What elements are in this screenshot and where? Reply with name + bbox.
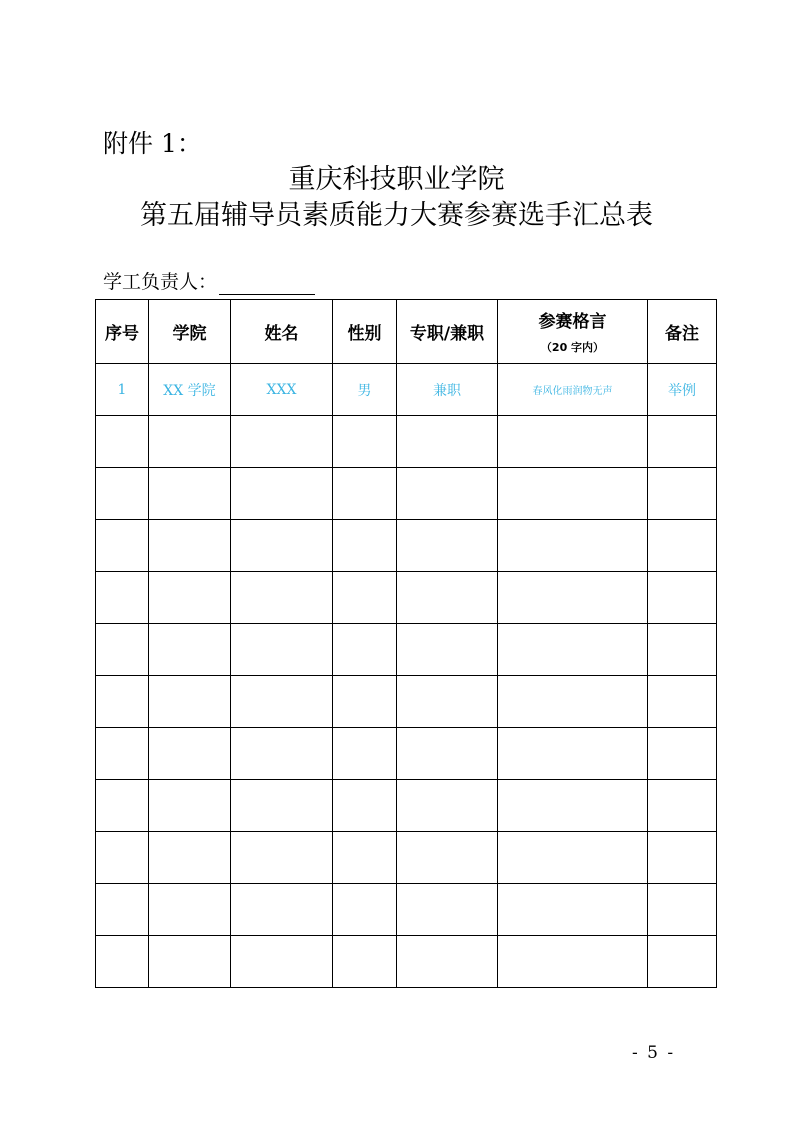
cell-motto[interactable] bbox=[498, 728, 648, 780]
cell-college[interactable] bbox=[149, 416, 231, 468]
table-row bbox=[96, 468, 717, 520]
table-row bbox=[96, 884, 717, 936]
cell-position[interactable] bbox=[397, 520, 498, 572]
cell-college[interactable] bbox=[149, 520, 231, 572]
cell-index[interactable] bbox=[96, 832, 149, 884]
contestant-summary-table bbox=[95, 299, 717, 988]
cell-index[interactable] bbox=[96, 780, 149, 832]
header-gender: 性别 bbox=[333, 300, 397, 364]
cell-gender[interactable]: 男 bbox=[333, 364, 397, 416]
cell-name[interactable] bbox=[231, 624, 333, 676]
header-row bbox=[96, 300, 717, 364]
cell-gender[interactable] bbox=[333, 468, 397, 520]
responsible-blank bbox=[219, 274, 315, 295]
cell-index[interactable] bbox=[96, 624, 149, 676]
cell-college[interactable] bbox=[149, 832, 231, 884]
cell-remark[interactable] bbox=[648, 832, 717, 884]
cell-remark[interactable] bbox=[648, 936, 717, 988]
title-line-2: 第五届辅导员素质能力大赛参赛选手汇总表 bbox=[140, 200, 653, 231]
cell-college[interactable]: XX 学院 bbox=[149, 364, 231, 416]
cell-remark[interactable] bbox=[648, 728, 717, 780]
cell-position[interactable] bbox=[397, 884, 498, 936]
cell-college[interactable] bbox=[149, 624, 231, 676]
cell-remark[interactable] bbox=[648, 572, 717, 624]
header-index: 序号 bbox=[96, 300, 149, 364]
cell-index[interactable] bbox=[96, 936, 149, 988]
cell-remark[interactable] bbox=[648, 780, 717, 832]
cell-gender[interactable] bbox=[333, 832, 397, 884]
cell-motto[interactable] bbox=[498, 676, 648, 728]
cell-gender[interactable] bbox=[333, 936, 397, 988]
cell-name[interactable] bbox=[231, 884, 333, 936]
example-row bbox=[96, 364, 717, 416]
cell-college[interactable] bbox=[149, 884, 231, 936]
cell-gender[interactable] bbox=[333, 884, 397, 936]
table-row bbox=[96, 520, 717, 572]
cell-index[interactable] bbox=[96, 676, 149, 728]
cell-gender[interactable] bbox=[333, 780, 397, 832]
cell-name[interactable] bbox=[231, 520, 333, 572]
table-row bbox=[96, 676, 717, 728]
cell-college[interactable] bbox=[149, 468, 231, 520]
cell-motto[interactable] bbox=[498, 624, 648, 676]
cell-name[interactable] bbox=[231, 572, 333, 624]
attachment-label: 附件 1： bbox=[103, 129, 202, 158]
cell-position[interactable] bbox=[397, 416, 498, 468]
cell-remark[interactable] bbox=[648, 884, 717, 936]
cell-index[interactable] bbox=[96, 728, 149, 780]
cell-gender[interactable] bbox=[333, 624, 397, 676]
header-remark: 备注 bbox=[648, 300, 717, 364]
cell-name[interactable] bbox=[231, 728, 333, 780]
cell-remark[interactable] bbox=[648, 676, 717, 728]
cell-position[interactable] bbox=[397, 780, 498, 832]
responsible-line bbox=[103, 269, 315, 295]
cell-index[interactable] bbox=[96, 520, 149, 572]
cell-gender[interactable] bbox=[333, 676, 397, 728]
header-name: 姓名 bbox=[231, 300, 333, 364]
cell-remark[interactable] bbox=[648, 416, 717, 468]
cell-name[interactable] bbox=[231, 936, 333, 988]
cell-college[interactable] bbox=[149, 676, 231, 728]
cell-motto[interactable] bbox=[498, 832, 648, 884]
cell-motto[interactable] bbox=[498, 520, 648, 572]
cell-motto[interactable] bbox=[498, 780, 648, 832]
cell-name[interactable] bbox=[231, 468, 333, 520]
cell-index[interactable] bbox=[96, 416, 149, 468]
cell-index[interactable] bbox=[96, 884, 149, 936]
cell-gender[interactable] bbox=[333, 728, 397, 780]
cell-motto[interactable] bbox=[498, 884, 648, 936]
cell-position[interactable] bbox=[397, 624, 498, 676]
cell-gender[interactable] bbox=[333, 520, 397, 572]
cell-motto[interactable] bbox=[498, 572, 648, 624]
cell-name[interactable] bbox=[231, 780, 333, 832]
cell-position[interactable] bbox=[397, 468, 498, 520]
header-motto-label: 参赛格言 bbox=[538, 311, 607, 332]
cell-position[interactable] bbox=[397, 832, 498, 884]
cell-motto[interactable] bbox=[498, 416, 648, 468]
cell-gender[interactable] bbox=[333, 416, 397, 468]
header-motto bbox=[498, 300, 648, 364]
cell-remark[interactable] bbox=[648, 624, 717, 676]
cell-college[interactable] bbox=[149, 936, 231, 988]
title-line-1: 重庆科技职业学院 bbox=[288, 164, 505, 195]
cell-college[interactable] bbox=[149, 572, 231, 624]
table-row bbox=[96, 624, 717, 676]
cell-position[interactable]: 兼职 bbox=[397, 364, 498, 416]
cell-index[interactable] bbox=[96, 468, 149, 520]
table-row bbox=[96, 728, 717, 780]
cell-position[interactable] bbox=[397, 572, 498, 624]
cell-college[interactable] bbox=[149, 728, 231, 780]
header-motto-note: （20 字内） bbox=[540, 340, 605, 354]
cell-remark[interactable] bbox=[648, 468, 717, 520]
table-row bbox=[96, 936, 717, 988]
cell-name[interactable] bbox=[231, 416, 333, 468]
cell-gender[interactable] bbox=[333, 572, 397, 624]
header-college: 学院 bbox=[149, 300, 231, 364]
table-row bbox=[96, 416, 717, 468]
cell-remark[interactable]: 举例 bbox=[648, 364, 717, 416]
responsible-label: 学工负责人： bbox=[103, 271, 218, 293]
cell-position[interactable] bbox=[397, 728, 498, 780]
cell-college[interactable] bbox=[149, 780, 231, 832]
cell-motto[interactable]: 春风化雨润物无声 bbox=[498, 364, 648, 416]
cell-remark[interactable] bbox=[648, 520, 717, 572]
cell-name[interactable] bbox=[231, 676, 333, 728]
cell-name[interactable]: XXX bbox=[231, 364, 333, 416]
page-number: - 5 - bbox=[632, 1043, 676, 1063]
cell-position[interactable] bbox=[397, 936, 498, 988]
cell-motto[interactable] bbox=[498, 468, 648, 520]
table-row bbox=[96, 572, 717, 624]
table-row bbox=[96, 832, 717, 884]
cell-name[interactable] bbox=[231, 832, 333, 884]
cell-index[interactable] bbox=[96, 572, 149, 624]
cell-position[interactable] bbox=[397, 676, 498, 728]
header-position: 专职/兼职 bbox=[397, 300, 498, 364]
cell-index[interactable]: 1 bbox=[96, 364, 149, 416]
table-row bbox=[96, 780, 717, 832]
cell-motto[interactable] bbox=[498, 936, 648, 988]
